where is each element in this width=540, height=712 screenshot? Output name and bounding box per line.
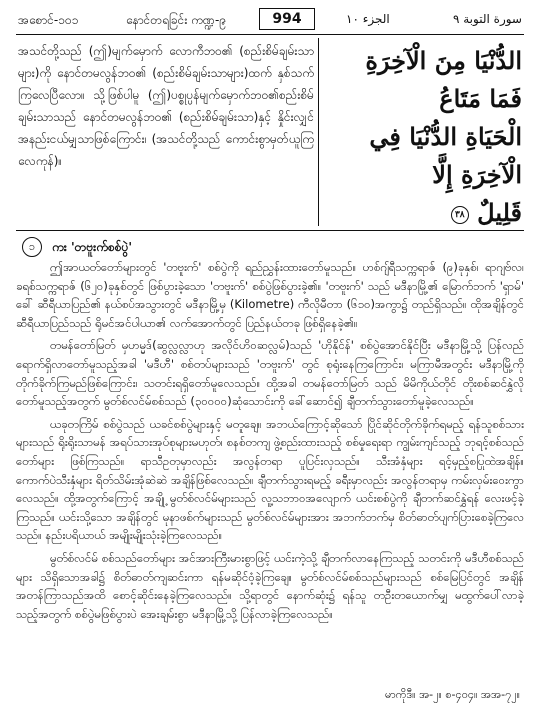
arabic-line-1: الدُّنْيَا مِنَ الْآخِرَةِ فَمَا مَتَاعُ [365,46,522,113]
header-left-label: အစောင်-၁၀၁ [18,13,79,27]
commentary-paragraph-1: ဤအာယတ်တော်များတွင် 'တဗူးက်' စစ်ပွဲကို ရည်ညွှန်းထားတော်မူသည်။ ဟစ်ဂျ်ရီသက္ကရာဇ် (၉)ခုနှစ်၊ ရာဂျဗ်လ၊ ခရစ်သက္ကရာဇ် (၆၂၀)ခုနှစ်တွင် ဖြစ်ပွားခဲ့သော 'တဗူးက်' စစ်ပွဲဖြစ်ပွားခဲ့၏။ 'တဗူးက်' သည် မဒီနာမြို့၏ မြောက်ဘက် 'ရှာမ်' ခေါ် ဆီရီယာပြည်၏ နယ်စပ်အသွားတွင် မဒီနာမြို့မှ (Kilometre) ကီလိုမီတာ (၆၁၀)အကွာ၌ တည်ရှိသည်။ ထိုအချိန်တွင် ဆီရီယာပြည်သည် ရိုမင်အင်ပါယာ၏ လက်အောက်တွင် ပြည်နယ်တခု ဖြစ်ရှိနေခဲ့၏။ [16,260,524,330]
header-juz-label: الجزء ١٠ [346,12,390,26]
commentary-section [16,236,524,627]
source-reference: မာကိုဒီ။ အ-၂။ စ-၄၀၄။ အအ-၇၂။ [384,688,520,701]
arabic-line-2: الْحَيَاةِ الدُّنْيَا فِي الْآخِرَةِ إِلَّا [369,122,522,189]
section-rule [16,230,524,231]
arabic-verse [326,42,522,232]
arabic-line-3 [326,194,522,232]
verse-number-marker: ٣٨ [451,206,469,224]
arabic-line-3-text: قَلِيلٌ [477,198,522,227]
column-divider [318,38,319,226]
header-surah-label: سورة التوبة ٩ [452,12,522,26]
commentary-paragraph-3: ယခုတကြိမ် စစ်ပွဲသည် ယခင်စစ်ပွဲများနှင့် မတူချေ။ အဘယ်ကြောင့်ဆိုသော် ပြိုင်ဆိုင်တိုက်ခိုက်ရမည့် ရန်သူစစ်သားများသည် ရိုးရိုးသာမန် အရပ်သားအုပ်စုများမဟုတ်၊ စနစ်တကျ ဖွဲ့စည်းထားသည့် စစ်မှုရေးရာ ကျွမ်းကျင်သည့် ဘုရင့်စစ်သည်တော်များ ဖြစ်ကြသည်။ ရာသီဥတုမှာလည်း အလွန်တရာ ပူပြင်းလှသည်။ သီးအံနှံများ ရင့်မှည့်စပြုထဲအချိန်။ ကောက်ပဲသီးနှံများ ရိတ်သိမ်းအုံဆဲဆဲ အချိန်ဖြစ်လေသည်။ ချီတက်သွားရမည့် ခရီးမှာလည်း အလွန်တရာမှ ကမ်းလှမ်းဝေးကွာလေသည်။ ထို့အတွက်ကြောင့် အချို့ မွတ်စ်လင်မ်များသည် လူ့သဘာဝအလျောက် ယင်းစစ်ပွဲကို ချီတက်ဆင်နွှဲရန် လေးဖင့်ခဲ့ကြသည်။ ယင်းသို့သော အချိန်တွင် မုနာဖစ်က်များသည် မွတ်စ်လင်မ်များအား အဘက်ဘက်မှ စိတ်ဓာတ်ပျက်ပြားစေခဲ့ကြလေသည်။ နည်းပရိယာယ် အမျိုးမျိုးသုံးခဲ့ကြလေသည်။ [16,416,524,543]
note-heading [16,236,524,258]
commentary-paragraph-2: တမန်တော်မြတ် မှဟမ္မဒ်(ဆွလ္လလ္လာဟု အလိုင်ဟိဝဆလ္လမ်)သည် 'ဟိုနိုင်န်' စစ်ပွဲအောင်နိုင်ပြီး မဒီနာမြို့သို့ ပြန်လည်ရောက်ရှိလာတော်မူသည့်အခါ 'မဒီဟီ' စစ်တပ်များသည် 'တဗူးက်' တွင် စုရုံးနေကြကြောင်း၊ မကြာမီအတွင်း မဒီနာမြို့ကို တိုက်ခိုက်ကြမည်ဖြစ်ကြောင်း၊ သတင်းရရှိတော်မူလေသည်။ ထို့အခါ တမန်တော်မြတ် သည် မိမိကိုယ်တိုင် တိုးစစ်ဆင်နွှဲလိုတော်မူသည့်အတွက် မွတ်စ်လင်မ်စစ်သည် (၃၀၀၀၀)ဆုံသောင်းကို ခေါ်ဆောင်၍ ချီတက်သွားတော်မူခဲ့လေသည်။ [16,338,524,409]
commentary-paragraph-4: မွတ်စ်လင်မ် စစ်သည်တော်များ အင်အားကြီးမားစွာဖြင့် ယင်းကဲ့သို့ ချီတက်လာနေကြသည့် သတင်းကို မဒီဟီစစ်သည်များ သိရှိသောအခါ၌ စိတ်ဓာတ်ကျဆင်းကာ ရန်မဆိုင်ဝံ့ခဲ့ကြချေ။ မွတ်စ်လင်မ်စစ်သည်များသည် စစ်မြေပြင်တွင် အချိန်အတန်ကြာသည်အထိ စောင့်ဆိုင်းနေခဲ့ကြလေသည်။ သို့ရာတွင် နောက်ဆုံး၌ ရန်သူ တဦးတယောက်မျှ မထွက်ပေါ်လာခဲ့သည့်အတွက် စစ်ပွဲမဖြစ်ပွားပဲ အေးချမ်းစွာ မဒီနာမြို့သို့ ပြန်လာခဲ့ကြလေသည်။ [16,550,524,621]
note-title: ကး 'တဗူးက်စစ်ပွဲ' [52,240,132,254]
verse-translation: အသင်တို့သည် (ဤ)မျက်မှောက် လောကီဘဝ၏ (စည်းစိမ်ချမ်းသာများ)ကို နောင်တမလွန်ဘဝ၏ (စည်းစိမ်ချမ်းသာများ)ထက် နှစ်သက်ကြလေပြီလော။ သို့ဖြစ်ပါမူ (ဤ)ပစ္စုပ္ပန်မျက်မှောက်ဘဝ၏စည်းစိမ်ချမ်းသာသည် နောင်တမလွန်ဘဝ၏ (စည်းစိမ်ချမ်းသာ)နှင့် နှိုင်းလျှင် အနည်းငယ်မျှသာဖြစ်ကြောင်း၊ (အသင်တို့သည် ကောင်းစွာမှတ်ယူကြလေကုန်)။ [18,44,314,168]
header-rule [16,34,524,35]
header-section-label: နောင်တရခြင်း ကဏ္ဍ-၉ [126,13,227,27]
page-number: 994 [259,8,315,30]
page-header [16,8,524,32]
note-number-badge: ၁ [22,237,42,257]
